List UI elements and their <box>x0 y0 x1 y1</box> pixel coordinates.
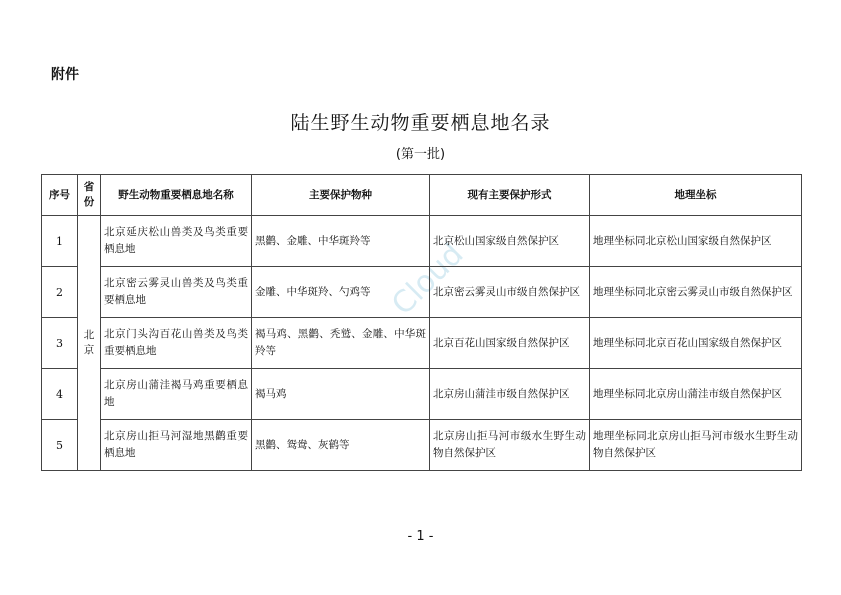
page-number: - 1 - <box>407 529 434 544</box>
cell-seq: 4 <box>42 369 78 420</box>
cell-coords: 地理坐标同北京房山蒲洼市级自然保护区 <box>590 369 802 420</box>
cell-province: 北京 <box>78 216 101 471</box>
cell-seq: 3 <box>42 318 78 369</box>
cell-protection: 北京密云雾灵山市级自然保护区 <box>430 267 590 318</box>
table-row <box>42 369 802 420</box>
cell-protection: 北京百花山国家级自然保护区 <box>430 318 590 369</box>
cell-name: 北京延庆松山兽类及鸟类重要栖息地 <box>101 216 252 267</box>
cell-protection: 北京房山拒马河市级水生野生动物自然保护区 <box>430 420 590 471</box>
table-row <box>42 216 802 267</box>
header-name: 野生动物重要栖息地名称 <box>101 175 252 216</box>
cell-species: 黑鹳、金雕、中华斑羚等 <box>252 216 430 267</box>
cell-species: 褐马鸡、黑鹳、秃鹫、金雕、中华斑羚等 <box>252 318 430 369</box>
cell-species: 褐马鸡 <box>252 369 430 420</box>
table-row <box>42 267 802 318</box>
cell-species: 金雕、中华斑羚、勺鸡等 <box>252 267 430 318</box>
cell-coords: 地理坐标同北京密云雾灵山市级自然保护区 <box>590 267 802 318</box>
header-protection: 现有主要保护形式 <box>430 175 590 216</box>
watermark: Cloud <box>385 236 471 323</box>
header-province: 省份 <box>78 175 101 216</box>
document-title: 陆生野生动物重要栖息地名录 <box>290 112 551 134</box>
cell-coords: 地理坐标同北京松山国家级自然保护区 <box>590 216 802 267</box>
header-coords: 地理坐标 <box>590 175 802 216</box>
cell-protection: 北京松山国家级自然保护区 <box>430 216 590 267</box>
table-header-row <box>42 175 802 216</box>
cell-name: 北京门头沟百花山兽类及鸟类重要栖息地 <box>101 318 252 369</box>
attachment-label: 附件 <box>51 67 79 83</box>
cell-coords: 地理坐标同北京房山拒马河市级水生野生动物自然保护区 <box>590 420 802 471</box>
habitat-table <box>41 174 802 471</box>
table-row <box>42 318 802 369</box>
cell-protection: 北京房山蒲洼市级自然保护区 <box>430 369 590 420</box>
cell-species: 黑鹳、鸳鸯、灰鹤等 <box>252 420 430 471</box>
cell-seq: 5 <box>42 420 78 471</box>
cell-seq: 1 <box>42 216 78 267</box>
document-subtitle: (第一批) <box>395 147 446 162</box>
cell-name: 北京房山蒲洼褐马鸡重要栖息地 <box>101 369 252 420</box>
header-species: 主要保护物种 <box>252 175 430 216</box>
cell-name: 北京房山拒马河湿地黑鹳重要栖息地 <box>101 420 252 471</box>
cell-seq: 2 <box>42 267 78 318</box>
cell-name: 北京密云雾灵山兽类及鸟类重要栖息地 <box>101 267 252 318</box>
header-seq: 序号 <box>42 175 78 216</box>
cell-coords: 地理坐标同北京百花山国家级自然保护区 <box>590 318 802 369</box>
table-row <box>42 420 802 471</box>
